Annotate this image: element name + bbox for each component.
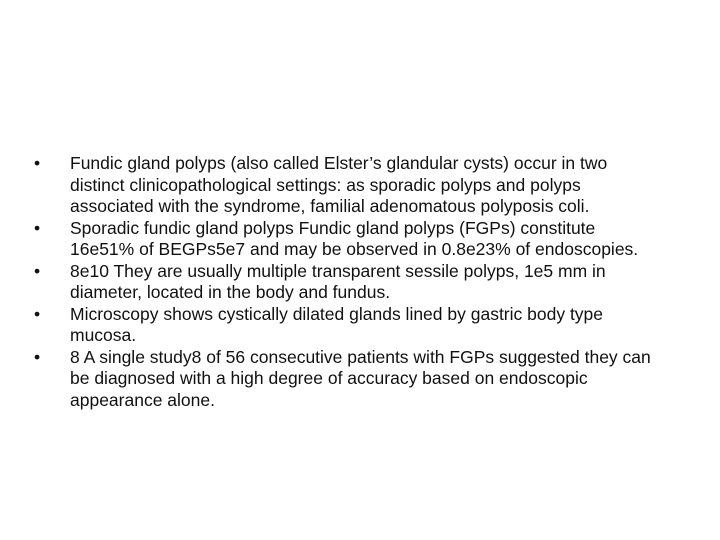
bullet-item bbox=[34, 347, 664, 412]
bullet-icon: • bbox=[34, 303, 41, 324]
bullet-text: Fundic gland polyps (also called Elster’s glandular cysts) occur in two distinct clinicopathological settings: as sporadic polyps and polyps associated with the syndrome, familial adenomatous polyposis coli. bbox=[70, 153, 608, 216]
bullet-item bbox=[34, 261, 664, 304]
bullet-text: Microscopy shows cystically dilated glands lined by gastric body type mucosa. bbox=[70, 303, 604, 345]
bullet-icon: • bbox=[34, 153, 41, 173]
bullet-item bbox=[34, 153, 664, 218]
bullet-text: Sporadic fundic gland polyps Fundic gland polyps (FGPs) constitute 16e51% of BEGPs5e7 and may be observed in 0.8e23% of endoscopies. bbox=[70, 217, 639, 259]
bullet-item bbox=[34, 218, 664, 261]
bullet-icon: • bbox=[34, 217, 41, 238]
bullet-text: 8 A single study8 of 56 consecutive patients with FGPs suggested they can be diagnosed with a high degree of accuracy based on endoscopic appearance alone. bbox=[70, 346, 651, 410]
bullet-item bbox=[34, 304, 664, 347]
bullet-icon: • bbox=[34, 346, 41, 367]
bullet-list bbox=[34, 153, 664, 411]
bullet-icon: • bbox=[34, 260, 41, 281]
bullet-text: 8e10 They are usually multiple transparent sessile polyps, 1e5 mm in diameter, located in the body and fundus. bbox=[70, 260, 606, 302]
